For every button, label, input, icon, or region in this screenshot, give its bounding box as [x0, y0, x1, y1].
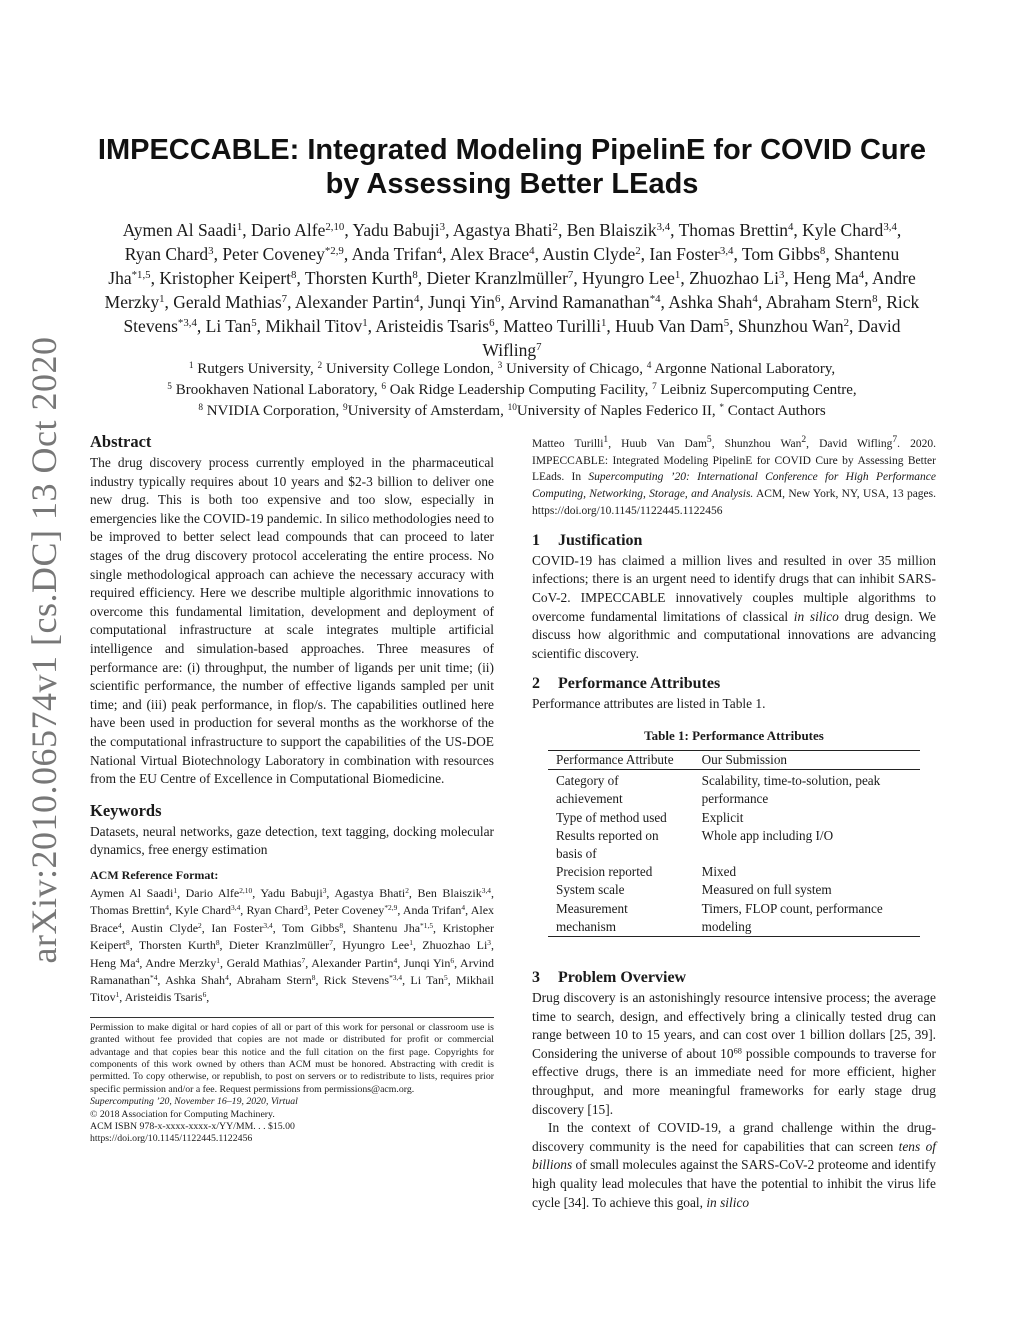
section-3-heading	[532, 969, 936, 987]
italic-run: in silico	[706, 1194, 750, 1210]
author-name: Ashka Shah	[668, 292, 753, 312]
author-affiliation-marker: 3	[778, 269, 785, 282]
author-name: Abraham Stern	[236, 972, 312, 987]
author-name: Junqi Yin	[428, 292, 496, 312]
table-cell: Scalability, time-to-solution, peak performance	[701, 773, 881, 807]
table-cell: Whole app including I/O	[701, 827, 834, 843]
author-affiliation-marker: 1	[159, 293, 165, 306]
affiliation-line	[104, 380, 920, 401]
author-affiliation-marker: 5	[723, 317, 730, 330]
author-affiliation-marker: *2,9	[324, 245, 344, 258]
affiliation-line	[104, 359, 920, 380]
table-header-cell: Performance Attribute	[556, 751, 674, 767]
author-name: Alexander Partin	[311, 955, 394, 970]
author-name: Li Tan	[205, 316, 252, 336]
arxiv-stamp: arXiv:2010.06574v1 [cs.DC] 13 Oct 2020	[24, 336, 64, 964]
author-name: Dieter Kranzlmüller	[228, 938, 330, 953]
author-name: Mikhail Titov	[265, 316, 363, 336]
venue-line: Supercomputing ’20, November 16–19, 2020, Virtual	[90, 1096, 298, 1108]
section-2-heading	[532, 675, 936, 693]
author-affiliation-marker: 8	[215, 938, 220, 948]
author-affiliation-marker: 3,4	[263, 920, 273, 930]
author-affiliation-marker: 1	[603, 434, 609, 445]
author-name: Aristeidis Tsaris	[124, 990, 203, 1005]
citation-venue: Supercomputing ’20: International Conference for High Performance Computing, Networking, Storage, and Analysis.	[532, 471, 936, 501]
author-affiliation-marker: 2,10	[239, 885, 253, 895]
author-affiliation-marker: 8	[339, 920, 344, 930]
author-name: Ian Foster	[211, 920, 264, 935]
author-affiliation-marker: 8	[412, 269, 418, 282]
author-affiliation-marker: 4	[393, 955, 398, 965]
author-affiliation-marker: 1	[115, 990, 120, 1000]
author-affiliation-marker: 7	[892, 434, 898, 445]
author-affiliation-marker: 5	[706, 434, 712, 445]
title-line-1: IMPECCABLE: Integrated Modeling PipelinE for COVID Cure	[97, 134, 927, 166]
author-affiliation-marker: *4	[149, 972, 158, 982]
author-name: Dario Alfe	[185, 885, 240, 900]
author-affiliation-marker: 6	[202, 990, 207, 1000]
author-affiliation-marker: 2	[405, 885, 409, 895]
title-line-2: by Assessing Better LEads	[325, 168, 699, 200]
author-name: Zhuozhao Li	[689, 268, 779, 288]
author-name: Agastya Bhati	[334, 885, 406, 900]
author-name: Austin Clyde	[542, 244, 636, 264]
section-number: 2	[532, 675, 540, 693]
section-title: Justification	[558, 531, 643, 549]
affiliation-name: University of Naples Federico II,	[516, 403, 720, 419]
table-cell: Measured on full system	[701, 882, 832, 898]
author-affiliation-marker: 3,4	[481, 885, 492, 895]
author-name: Shantenu Jha	[108, 244, 900, 288]
affiliation-name: Contact Authors	[724, 403, 826, 419]
author-affiliation-marker: 4	[135, 955, 140, 965]
author-affiliation-marker: 4	[165, 903, 169, 913]
author-affiliation-marker: 2	[552, 221, 558, 234]
author-name: Abraham Stern	[765, 292, 873, 312]
author-name: Yadu Babuji	[352, 220, 440, 240]
author-name: Aristeidis Tsaris	[375, 316, 490, 336]
author-affiliation-marker: 4	[117, 920, 122, 930]
author-name: Shantenu Jha	[352, 920, 421, 935]
author-name: Alex Brace	[90, 903, 495, 935]
author-affiliation-marker: *4	[649, 293, 661, 306]
author-affiliation-marker: *2,9	[384, 903, 398, 913]
text-run: Drug discovery is an astonishingly resource intensive process; the average time to search, design, and effectively bring a clinically tested drug can range between 10 to 15 years, and can cost over 1 billion dollars [25, 39]. Considering the universe of about 10	[532, 990, 936, 1061]
citation-year: . 2020.	[897, 437, 936, 450]
author-name: Ben Blaiszik	[417, 885, 482, 900]
author-affiliation-marker: 5	[251, 317, 257, 330]
section-1-heading	[532, 532, 936, 550]
author-name: Shunzhou Wan	[724, 437, 802, 450]
author-name: Matteo Turilli	[532, 437, 604, 450]
author-name: Anda Trifan	[351, 244, 437, 264]
section-number: 3	[532, 969, 540, 986]
author-name: Ashka Shah	[165, 972, 226, 987]
author-affiliation-marker: 1	[216, 955, 220, 965]
author-name: Peter Coveney	[222, 244, 325, 264]
author-name: Anda Trifan	[402, 903, 462, 918]
affiliation-marker: 8	[198, 402, 203, 413]
author-affiliation-marker: 6	[489, 317, 495, 330]
section-title: Problem Overview	[558, 969, 687, 986]
affiliation-marker: 7	[652, 381, 657, 392]
superscript: 68	[733, 1046, 742, 1056]
author-name: Ryan Chard	[124, 244, 209, 264]
author-name: Kyle Chard	[175, 903, 231, 918]
author-affiliation-marker: 1	[409, 938, 413, 948]
affiliation-marker: 10	[507, 402, 517, 413]
author-affiliation-marker: 4	[225, 972, 229, 982]
author-list: Aymen Al Saadi$^1$, Dario Alfe$^{2,10}$, Yadu Babuji$^3$, Agastya Bhati$^2$, Ben Blaiszik$^{3,4}$, Thomas Brettin$^4$, Kyle Chard$^{3,4}$, Ryan Chard$^3$, Peter Coveney$^{*2,9}$, Anda Trifan$^4$, Alex Brace$^4$, Austin Clyde$^2$, Ian Foster$^{3,4}$, Tom Gibbs$^8$, Shantenu Jha$^{*1,5}$, Kristopher Keipert$^8$, Thorsten Kurth$^8$, Dieter Kranzlmüller$^7$, Hyungro Lee$^1$, Zhuozhao Li$^3$, Heng Ma$^4$, Andre Merzky$^1$, Gerald Mathias$^7$, Alexander Partin$^4$, Junqi Yin$^6$, Arvind Ramanathan$^{*4}$, Ashka Shah$^4$, Abraham Stern$^8$, Rick Stevens$^{*3,4}$, Li Tan$^5$, Mikhail Titov$^1$, Aristeidis Tsaris$^6$, Matteo Turilli$^1$, Huub Van Dam$^5$, Shunzhou Wan$^2$, David Wifling$^7$	[104, 220, 920, 360]
affiliation-name: Oak Ridge Leadership Computing Facility,	[386, 382, 653, 398]
author-affiliation-marker: 1	[362, 317, 368, 330]
author-affiliation-marker: 3,4	[883, 221, 897, 234]
author-name: Gerald Mathias	[226, 955, 302, 970]
footnote-divider	[90, 1017, 494, 1018]
copyright-line: © 2018 Association for Computing Machinery.	[90, 1108, 275, 1120]
author-affiliation-marker: 8	[819, 245, 826, 258]
acm-reference-heading: ACM Reference Format:	[90, 867, 219, 882]
author-affiliation-marker: 4	[436, 245, 443, 258]
affiliation-name: NVIDIA Corporation,	[202, 403, 343, 419]
affiliation-name: Brookhaven National Laboratory,	[171, 382, 382, 398]
problem-paragraph-1	[532, 989, 936, 1119]
table-cell: System scale	[556, 882, 625, 898]
table-cell: Precision reported	[556, 864, 653, 880]
affiliation-marker: 4	[646, 360, 652, 371]
isbn-line: ACM ISBN 978-x-xxxx-xxxx-x/YY/MM. . . $15.00	[90, 1120, 295, 1132]
author-name: Heng Ma	[793, 268, 859, 288]
text-run: COVID-19 has claimed a million lives and resulted in over 35 million infections; there is an urgent need to identify drugs that can inhibit SARS-CoV-2. IMPECCABLE innovatively couples multiple algorithms to overcome fundamental limitations of classical	[532, 552, 936, 624]
citation-title: IMPECCABLE: Integrated Modeling PipelinE for COVID Cure by Assessing Better LEads. In	[532, 454, 936, 484]
author-affiliation-marker: 8	[125, 938, 130, 948]
author-name: Hyungro Lee	[342, 938, 410, 953]
author-affiliation-marker: 8	[291, 269, 297, 282]
italic-run: in silico	[793, 608, 839, 624]
text-run: drug design. We discuss how algorithmic and computational innovations are advancing scientific discovery.	[532, 608, 936, 661]
author-name: Matteo Turilli	[503, 316, 601, 336]
affiliation-name: Argonne National Laboratory,	[651, 361, 836, 377]
author-name: Heng Ma	[90, 955, 136, 970]
affiliation-marker: 2	[317, 360, 323, 371]
author-name: Arvind Ramanathan	[508, 292, 650, 312]
author-name: Li Tan	[410, 972, 444, 987]
author-affiliation-marker: 7	[329, 938, 333, 948]
italic-run: tens of billions	[532, 1138, 936, 1173]
author-name: Huub Van Dam	[621, 437, 707, 450]
author-affiliation-marker: 3,4	[656, 221, 671, 234]
table-row	[548, 863, 920, 881]
author-affiliation-marker: 4	[787, 221, 794, 234]
affiliation-marker: 9	[342, 402, 348, 413]
author-affiliation-marker: 1	[600, 317, 607, 330]
author-name: Rick Stevens	[323, 972, 390, 987]
author-name: Andre Merzky	[104, 268, 916, 312]
right-column	[532, 432, 936, 1212]
affiliation-list	[104, 359, 920, 422]
table-row	[548, 881, 920, 899]
text-run: of small molecules against the SARS-CoV-2 proteome and identify high quality lead molecules that have the potential to inhibit the virus life cycle [34]. To achieve this goal,	[532, 1157, 936, 1210]
citation-rest: ACM, New York, NY, USA, 13 pages. https://doi.org/10.1145/1122445.1122456	[532, 488, 936, 518]
author-name: Thorsten Kurth	[138, 938, 216, 953]
affiliation-marker: 5	[167, 381, 172, 392]
table-body	[548, 770, 920, 937]
author-affiliation-marker: *1,5	[131, 269, 151, 282]
author-affiliation-marker: 2	[843, 317, 850, 330]
text-run: possible compounds to traverse for effective drugs, there is an immediate need for more efficient, higher throughput, and more meaningful frameworks for early stage drug discovery [15].	[532, 1045, 937, 1117]
author-affiliation-marker: 3	[487, 938, 491, 948]
author-affiliation-marker: 6	[450, 955, 455, 965]
table-cell: Mixed	[701, 864, 737, 880]
author-name: Kristopher Keipert	[90, 920, 495, 953]
author-name: Tom Gibbs	[741, 244, 820, 264]
author-name: Austin Clyde	[130, 920, 199, 935]
text-run: In the context of COVID-19, a grand challenge within the drug-discovery community is the need for capabilities that can screen	[532, 1120, 936, 1154]
author-affiliation-marker: 2,10	[325, 221, 345, 234]
author-affiliation-marker: 4	[461, 903, 466, 913]
table-caption: Table 1: Performance Attributes	[644, 727, 824, 743]
author-name: Thomas Brettin	[90, 903, 166, 918]
author-name: Alexander Partin	[294, 292, 414, 312]
author-affiliation-marker: 7	[301, 955, 306, 965]
author-affiliation-marker: *3,4	[389, 972, 403, 982]
author-name: Mikhail Titov	[90, 972, 495, 1005]
author-name: David Wifling	[482, 316, 901, 360]
author-affiliation-marker: 3,4	[230, 903, 241, 913]
author-affiliation-marker: 4	[752, 293, 758, 306]
author-affiliation-marker: 7	[281, 293, 288, 306]
author-affiliation-marker: 1	[236, 221, 243, 234]
citation-block: Matteo Turilli$^1$, Huub Van Dam$^5$, Shunzhou Wan$^2$, David Wifling$^7$. 2020. IMPECCABLE: Integrated Modeling PipelinE for COVID Cure by Assessing Better LEads. In Supercomputing ’20: International Conference for High Performance Computing, Networking, Storage, and Analysis. ACM, New York, NY, USA, 13 pages. https://doi.org/10.1145/1122445.1122456	[532, 434, 936, 518]
left-column	[90, 432, 494, 1146]
author-name: Ben Blaiszik	[566, 220, 657, 240]
keywords-heading: Keywords	[90, 800, 162, 820]
author-affiliation-marker: 3	[303, 903, 308, 913]
section-title: Performance Attributes	[558, 675, 721, 693]
permission-notice: Permission to make digital or hard copies of all or part of this work for personal or classroom use is granted without fee provided that copies are not made or distributed for profit or commercial advantage and that copies bear this notice and the full citation on the first page. Copyrights for components of this work owned by others than ACM must be honored. Abstracting with credit is permitted. To copy otherwise, or republish, to post on servers or to redistribute to lists, requires prior specific permission and/or a fee. Request permissions from permissions@acm.org.	[90, 1021, 494, 1095]
author-affiliation-marker: 3,4	[719, 245, 734, 258]
affiliation-name: Leibniz Supercomputing Centre,	[656, 382, 857, 398]
author-name: Ian Foster	[649, 244, 720, 264]
author-name: David Wifling	[819, 437, 893, 450]
affiliation-name: Rutgers University,	[193, 361, 318, 377]
author-affiliation-marker: 6	[495, 293, 501, 306]
author-affiliation-marker: 4	[413, 293, 420, 306]
author-affiliation-marker: 2	[635, 245, 641, 258]
author-name: Shunzhou Wan	[737, 316, 844, 336]
author-name: Peter Coveney	[313, 903, 385, 918]
author-name: Agastya Bhati	[452, 220, 553, 240]
table-header-cell: Our Submission	[701, 751, 788, 767]
affiliation-name: University College London,	[322, 361, 498, 377]
justification-text	[532, 552, 936, 664]
doi-link[interactable]: https://doi.org/10.1145/1122445.1122456	[90, 1133, 253, 1145]
author-name: Andre Merzky	[145, 955, 217, 970]
author-name: Rick Stevens	[123, 292, 920, 336]
author-affiliation-marker: 7	[567, 269, 574, 282]
author-name: Alex Brace	[449, 244, 530, 264]
author-affiliation-marker: 8	[872, 293, 878, 306]
author-name: Zhuozhao Li	[422, 938, 488, 953]
author-affiliation-marker: 7	[536, 341, 542, 354]
affiliation-line	[104, 401, 920, 422]
keywords-text: Datasets, neural networks, gaze detection, text tagging, docking molecular dynamics, free energy estimation	[90, 823, 494, 858]
author-name: Thomas Brettin	[678, 220, 788, 240]
author-name: Yadu Babuji	[260, 885, 323, 900]
author-affiliation-marker: 1	[674, 269, 681, 282]
author-name: Aymen Al Saadi	[90, 885, 174, 900]
author-name: Arvind Ramanathan	[90, 955, 495, 987]
performance-table	[548, 750, 920, 937]
copyright-footnote	[90, 1022, 494, 1146]
affiliation-name: University of Amsterdam,	[347, 403, 508, 419]
affiliation-marker: 3	[497, 360, 503, 371]
table-cell: Measurement mechanism	[556, 900, 628, 934]
table-row	[548, 827, 920, 863]
table-cell: Explicit	[701, 809, 744, 825]
table-row	[548, 770, 920, 809]
affiliation-name: University of Chicago,	[502, 361, 647, 377]
author-affiliation-marker: *3,4	[177, 317, 197, 330]
author-affiliation-marker: 8	[311, 972, 316, 982]
table-cell: Category of achievement	[556, 773, 623, 807]
author-name: Thorsten Kurth	[304, 268, 413, 288]
author-name: Dario Alfe	[251, 220, 326, 240]
affiliation-marker: *	[719, 402, 724, 413]
author-name: Huub Van Dam	[615, 316, 724, 336]
abstract-heading: Abstract	[90, 432, 152, 451]
author-affiliation-marker: 5	[443, 972, 448, 982]
table-row	[548, 809, 920, 827]
author-name: Hyungro Lee	[582, 268, 675, 288]
author-affiliation-marker: 4	[858, 269, 865, 282]
author-name: Dieter Kranzlmüller	[426, 268, 568, 288]
author-name: Tom Gibbs	[282, 920, 340, 935]
affiliation-marker: 6	[381, 381, 386, 392]
paper-title	[80, 133, 944, 201]
table-row	[548, 900, 920, 937]
author-affiliation-marker: *1,5	[420, 920, 434, 930]
acm-reference-authors: Aymen Al Saadi$^1$, Dario Alfe$^{2,10}$, Yadu Babuji$^3$, Agastya Bhati$^2$, Ben Blaiszik$^{3,4}$, Thomas Brettin$^4$, Kyle Chard$^{3,4}$, Ryan Chard$^3$, Peter Coveney$^{*2,9}$, Anda Trifan$^4$, Alex Brace$^4$, Austin Clyde$^2$, Ian Foster$^{3,4}$, Tom Gibbs$^8$, Shantenu Jha$^{*1,5}$, Kristopher Keipert$^8$, Thorsten Kurth$^8$, Dieter Kranzlmüller$^7$, Hyungro Lee$^1$, Zhuozhao Li$^3$, Heng Ma$^4$, Andre Merzky$^1$, Gerald Mathias$^7$, Alexander Partin$^4$, Junqi Yin$^6$, Arvind Ramanathan$^{*4}$, Ashka Shah$^4$, Abraham Stern$^8$, Rick Stevens$^{*3,4}$, Li Tan$^5$, Mikhail Titov$^1$, Aristeidis Tsaris$^6$,	[90, 885, 495, 1005]
table-header-row	[548, 750, 920, 769]
affiliation-marker: 1	[188, 360, 194, 371]
author-affiliation-marker: 3	[322, 885, 327, 895]
author-name: Gerald Mathias	[173, 292, 282, 312]
section-number: 1	[532, 531, 540, 549]
performance-text: Performance attributes are listed in Table 1.	[532, 696, 766, 712]
author-affiliation-marker: 4	[529, 245, 535, 258]
table-cell: Results reported on basis of	[556, 827, 659, 861]
author-name: Aymen Al Saadi	[122, 220, 237, 240]
author-affiliation-marker: 3	[439, 221, 446, 234]
author-name: Kyle Chard	[802, 220, 884, 240]
abstract-text: The drug discovery process currently employed in the pharmaceutical industry typically requires about 10 years and $2-3 billion to deliver one new drug. This is both too expensive and too slow, especially in emergencies like the COVID-19 pandemic. In silico methodologies need to be improved to better select lead compounds that can proceed to later stages of the drug discovery protocol accelerating the entire process. No single methodological approach can achieve the necessary accuracy with required efficiency. Here we describe multiple algorithmic innovations to overcome this fundamental limitation, development and deployment of computational infrastructure at scale integrates multiple artificial intelligence and simulation-based approaches. Three measures of performance are: (i) throughput, the number of ligands per unit time; (ii) scientific performance, the number of effective ligands sampled per unit time; and (iii) peak performance, in flop/s. The capabilities outlined here have been used in production for several months as the workhorse of the the computational infrastructure to support the capabilities of the US-DOE National Virtual Biotechnology Laboratory in combination with resources from the EU Centre of Excellence in Computational Biomedicine.	[90, 455, 494, 787]
author-affiliation-marker: 1	[173, 885, 178, 895]
table-cell: Type of method used	[556, 809, 667, 825]
problem-paragraph-2	[532, 1119, 936, 1212]
author-name: Kristopher Keipert	[159, 268, 292, 288]
author-affiliation-marker: 3	[208, 245, 214, 258]
author-name: Ryan Chard	[246, 903, 304, 918]
author-affiliation-marker: 2	[801, 434, 807, 445]
author-affiliation-marker: 2	[198, 920, 202, 930]
author-name: Junqi Yin	[403, 955, 451, 970]
table-cell: Timers, FLOP count, performance modeling	[701, 900, 883, 934]
